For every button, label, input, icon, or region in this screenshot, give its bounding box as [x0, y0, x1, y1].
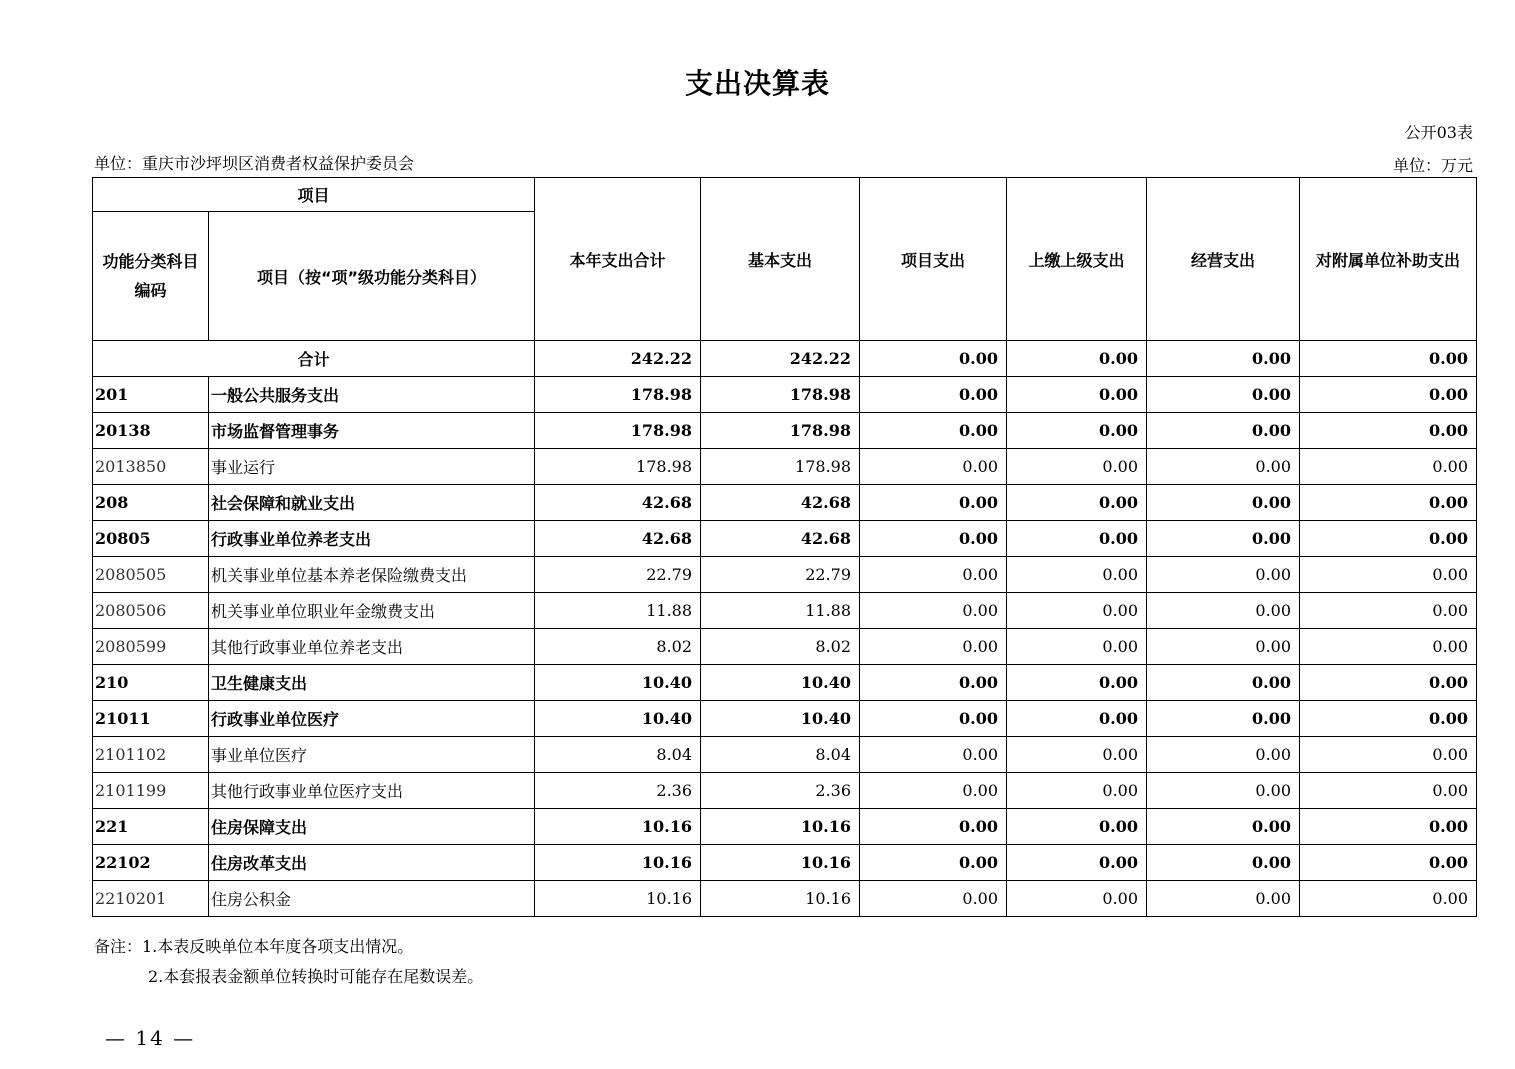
row-value: 0.00	[1007, 377, 1147, 413]
row-name: 其他行政事业单位养老支出	[209, 629, 535, 665]
row-value: 0.00	[860, 521, 1007, 557]
row-value: 0.00	[1147, 665, 1300, 701]
notes	[94, 932, 483, 992]
row-value: 11.88	[701, 593, 860, 629]
table-row	[93, 737, 1477, 773]
row-code: 20138	[93, 413, 209, 449]
table-row	[93, 557, 1477, 593]
row-code: 2013850	[93, 449, 209, 485]
row-value: 0.00	[1147, 557, 1300, 593]
table-row	[93, 845, 1477, 881]
row-value: 10.40	[535, 665, 701, 701]
row-name: 其他行政事业单位医疗支出	[209, 773, 535, 809]
currency-unit: 单位：万元	[1392, 156, 1473, 175]
row-value: 178.98	[535, 413, 701, 449]
row-value: 0.00	[860, 701, 1007, 737]
row-value: 0.00	[1147, 809, 1300, 845]
header-item: 项目	[93, 178, 535, 212]
row-code: 2080506	[93, 593, 209, 629]
row-value: 0.00	[1147, 881, 1300, 917]
row-value: 10.16	[701, 845, 860, 881]
row-value: 0.00	[1007, 413, 1147, 449]
row-code: 21011	[93, 701, 209, 737]
table-row	[93, 881, 1477, 917]
row-value: 178.98	[535, 449, 701, 485]
row-value: 0.00	[1007, 449, 1147, 485]
row-value: 0.00	[1300, 881, 1477, 917]
table-row	[93, 413, 1477, 449]
row-value: 0.00	[1147, 773, 1300, 809]
row-value: 0.00	[1300, 737, 1477, 773]
row-name: 市场监督管理事务	[209, 413, 535, 449]
expenditure-table	[92, 177, 1477, 917]
row-code: 2101199	[93, 773, 209, 809]
table-row	[93, 665, 1477, 701]
header-subsidy: 对附属单位补助支出	[1300, 178, 1477, 341]
table-row	[93, 449, 1477, 485]
row-name: 行政事业单位医疗	[209, 701, 535, 737]
row-value: 0.00	[1300, 377, 1477, 413]
reporting-unit: 单位：重庆市沙坪坝区消费者权益保护委员会	[94, 154, 415, 173]
row-value: 0.00	[1147, 593, 1300, 629]
row-value: 178.98	[701, 449, 860, 485]
row-code: 208	[93, 485, 209, 521]
total-cell: 0.00	[860, 341, 1007, 377]
row-value: 0.00	[860, 485, 1007, 521]
header-upper: 上缴上级支出	[1007, 178, 1147, 341]
row-name: 卫生健康支出	[209, 665, 535, 701]
row-code: 20805	[93, 521, 209, 557]
page-number: — 14 —	[105, 1026, 196, 1050]
form-number: 公开03表	[1404, 123, 1473, 142]
row-value: 0.00	[1007, 629, 1147, 665]
row-value: 10.16	[535, 845, 701, 881]
row-value: 22.79	[535, 557, 701, 593]
row-name: 社会保障和就业支出	[209, 485, 535, 521]
row-value: 0.00	[1147, 845, 1300, 881]
row-value: 0.00	[1007, 521, 1147, 557]
row-value: 10.16	[535, 881, 701, 917]
row-value: 0.00	[1300, 665, 1477, 701]
row-value: 178.98	[701, 377, 860, 413]
row-value: 0.00	[860, 773, 1007, 809]
row-value: 0.00	[1300, 593, 1477, 629]
row-value: 0.00	[1147, 449, 1300, 485]
table-row	[93, 485, 1477, 521]
row-value: 0.00	[1007, 737, 1147, 773]
row-value: 0.00	[1147, 485, 1300, 521]
row-name: 机关事业单位基本养老保险缴费支出	[209, 557, 535, 593]
row-value: 0.00	[860, 737, 1007, 773]
row-value: 0.00	[860, 593, 1007, 629]
row-value: 8.02	[701, 629, 860, 665]
row-value: 0.00	[860, 845, 1007, 881]
row-value: 42.68	[535, 521, 701, 557]
row-value: 0.00	[860, 809, 1007, 845]
row-name: 住房公积金	[209, 881, 535, 917]
row-code: 2210201	[93, 881, 209, 917]
row-name: 事业单位医疗	[209, 737, 535, 773]
row-name: 事业运行	[209, 449, 535, 485]
row-value: 22.79	[701, 557, 860, 593]
row-value: 10.40	[701, 701, 860, 737]
row-value: 2.36	[701, 773, 860, 809]
row-value: 0.00	[860, 413, 1007, 449]
page-title: 支出决算表	[684, 67, 830, 100]
row-value: 0.00	[1007, 773, 1147, 809]
row-value: 8.04	[535, 737, 701, 773]
row-name: 一般公共服务支出	[209, 377, 535, 413]
row-value: 0.00	[860, 665, 1007, 701]
row-value: 178.98	[535, 377, 701, 413]
note-line-2: 2.本套报表金额单位转换时可能存在尾数误差。	[148, 967, 484, 986]
row-value: 0.00	[1300, 521, 1477, 557]
row-value: 42.68	[701, 521, 860, 557]
row-code: 2080505	[93, 557, 209, 593]
row-value: 10.40	[535, 701, 701, 737]
row-value: 0.00	[1300, 557, 1477, 593]
row-value: 10.40	[701, 665, 860, 701]
row-value: 8.02	[535, 629, 701, 665]
row-value: 10.16	[701, 809, 860, 845]
row-value: 0.00	[1300, 845, 1477, 881]
total-cell: 0.00	[1007, 341, 1147, 377]
row-value: 0.00	[860, 629, 1007, 665]
header-project: 项目支出	[860, 178, 1007, 341]
row-code: 221	[93, 809, 209, 845]
row-value: 0.00	[1147, 737, 1300, 773]
row-value: 0.00	[1300, 485, 1477, 521]
table-row	[93, 593, 1477, 629]
table-row	[93, 521, 1477, 557]
row-value: 178.98	[701, 413, 860, 449]
row-code: 2101102	[93, 737, 209, 773]
total-cell: 242.22	[535, 341, 701, 377]
row-value: 0.00	[1300, 449, 1477, 485]
row-value: 10.16	[535, 809, 701, 845]
table-row	[93, 773, 1477, 809]
total-label: 合计	[93, 341, 535, 377]
note-line-1: 备注：1.本表反映单位本年度各项支出情况。	[94, 937, 414, 956]
row-value: 10.16	[701, 881, 860, 917]
header-business: 经营支出	[1147, 178, 1300, 341]
row-code: 22102	[93, 845, 209, 881]
table-row	[93, 809, 1477, 845]
row-value: 0.00	[1300, 809, 1477, 845]
row-value: 0.00	[1147, 701, 1300, 737]
table-row	[93, 701, 1477, 737]
row-code: 201	[93, 377, 209, 413]
row-value: 0.00	[1007, 665, 1147, 701]
row-value: 0.00	[1007, 881, 1147, 917]
row-value: 0.00	[1300, 413, 1477, 449]
row-value: 0.00	[1007, 557, 1147, 593]
row-value: 0.00	[860, 881, 1007, 917]
row-value: 0.00	[1147, 629, 1300, 665]
row-value: 0.00	[860, 377, 1007, 413]
row-value: 0.00	[860, 449, 1007, 485]
row-name: 住房改革支出	[209, 845, 535, 881]
total-cell: 242.22	[701, 341, 860, 377]
row-name: 机关事业单位职业年金缴费支出	[209, 593, 535, 629]
row-value: 0.00	[1147, 377, 1300, 413]
header-name: 项目（按“项”级功能分类科目）	[209, 212, 535, 341]
row-value: 42.68	[535, 485, 701, 521]
header-total: 本年支出合计	[535, 178, 701, 341]
row-value: 0.00	[1147, 521, 1300, 557]
row-value: 2.36	[535, 773, 701, 809]
row-value: 0.00	[1007, 845, 1147, 881]
header-basic: 基本支出	[701, 178, 860, 341]
row-value: 42.68	[701, 485, 860, 521]
total-cell: 0.00	[1147, 341, 1300, 377]
table-row	[93, 629, 1477, 665]
row-value: 0.00	[1300, 629, 1477, 665]
total-cell: 0.00	[1300, 341, 1477, 377]
row-code: 210	[93, 665, 209, 701]
total-row	[93, 341, 1477, 377]
row-value: 0.00	[1007, 701, 1147, 737]
row-value: 0.00	[1300, 773, 1477, 809]
row-name: 住房保障支出	[209, 809, 535, 845]
row-value: 0.00	[1007, 485, 1147, 521]
row-value: 0.00	[1007, 593, 1147, 629]
row-code: 2080599	[93, 629, 209, 665]
row-value: 0.00	[1147, 413, 1300, 449]
row-name: 行政事业单位养老支出	[209, 521, 535, 557]
row-value: 11.88	[535, 593, 701, 629]
row-value: 0.00	[1007, 809, 1147, 845]
table-row	[93, 377, 1477, 413]
row-value: 0.00	[1300, 701, 1477, 737]
header-code: 功能分类科目编码	[93, 212, 209, 341]
row-value: 8.04	[701, 737, 860, 773]
row-value: 0.00	[860, 557, 1007, 593]
